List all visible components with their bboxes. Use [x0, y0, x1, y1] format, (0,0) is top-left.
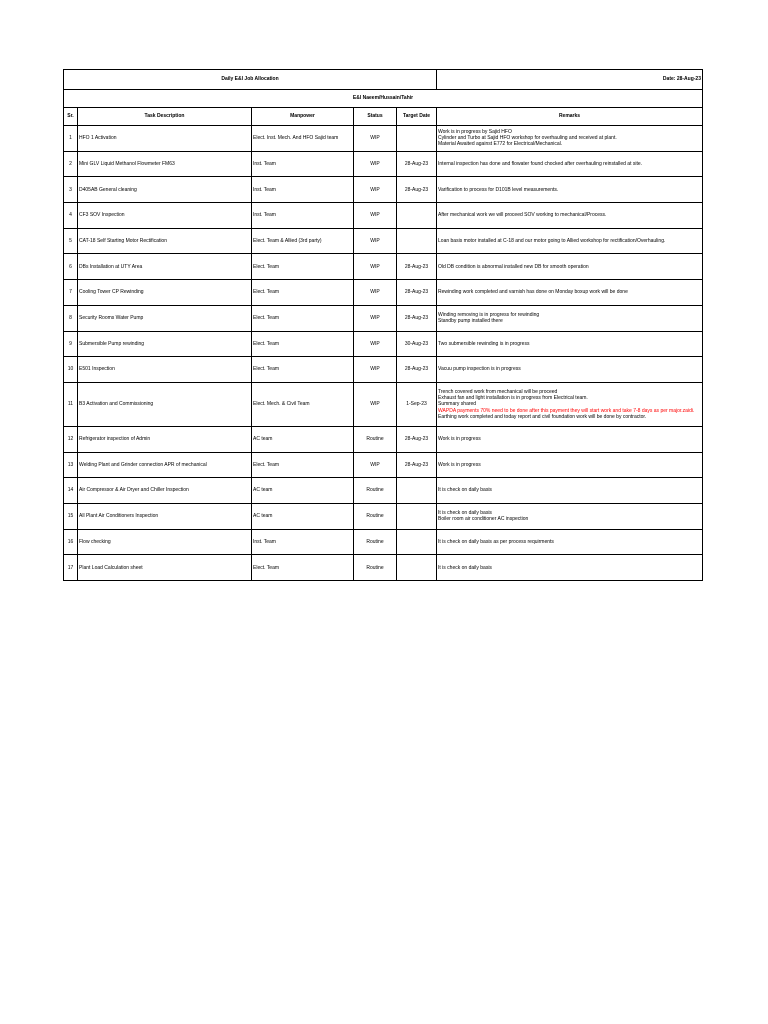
- task-cell: Air Compressor & Air Dryer and Chiller Inspection: [78, 478, 252, 504]
- remarks-line: Boiler room air conditioner AC inspection: [438, 516, 529, 523]
- manpower-cell: Elect. Team: [252, 331, 354, 357]
- sr-cell: 11: [64, 382, 78, 426]
- manpower-cell: Inst. Team: [252, 529, 354, 555]
- target-date-cell: 28-Aug-23: [397, 452, 437, 478]
- sr-cell: 17: [64, 555, 78, 581]
- table-row: [64, 305, 703, 331]
- remarks-cell: [437, 555, 703, 581]
- col-header-task: Task Description: [78, 108, 252, 126]
- sr-cell: 4: [64, 203, 78, 229]
- status-cell: WIP: [354, 228, 397, 254]
- remarks-cell: [437, 503, 703, 529]
- sheet-date: Date: 28-Aug-23: [437, 70, 703, 90]
- status-cell: WIP: [354, 382, 397, 426]
- manpower-cell: Elect. Team: [252, 305, 354, 331]
- sr-cell: 1: [64, 126, 78, 152]
- sr-cell: 7: [64, 280, 78, 306]
- remarks-line: It is check on daily basis as per process requirments: [438, 538, 554, 545]
- remarks-line: Rewinding work completed and varnish has done on Monday boxup work will be done: [438, 289, 628, 296]
- remarks-line: Varification to process for D101B level measurements.: [438, 186, 559, 193]
- remarks-line: It is check on daily basis: [438, 564, 492, 571]
- table-row: [64, 177, 703, 203]
- manpower-cell: Elect. Team: [252, 555, 354, 581]
- status-cell: WIP: [354, 203, 397, 229]
- manpower-cell: Elect. Team: [252, 254, 354, 280]
- target-date-cell: 28-Aug-23: [397, 426, 437, 452]
- col-header-status: Status: [354, 108, 397, 126]
- manpower-cell: AC team: [252, 478, 354, 504]
- status-cell: WIP: [354, 254, 397, 280]
- task-cell: HFO 1 Activation: [78, 126, 252, 152]
- status-cell: WIP: [354, 452, 397, 478]
- remarks-cell: [437, 203, 703, 229]
- sheet-title: Daily E&I Job Allocation: [64, 70, 437, 90]
- table-row: [64, 126, 703, 152]
- target-date-cell: [397, 126, 437, 152]
- remarks-cell: [437, 151, 703, 177]
- task-cell: D405AB General cleaning: [78, 177, 252, 203]
- task-cell: Security Rooms Water Pump: [78, 305, 252, 331]
- task-cell: Submersible Pump rewinding: [78, 331, 252, 357]
- title-row: [64, 70, 703, 90]
- task-cell: E501 Inspection: [78, 357, 252, 383]
- sr-cell: 10: [64, 357, 78, 383]
- subtitle-row: [64, 90, 703, 108]
- task-cell: DBs Installation at UTY Area: [78, 254, 252, 280]
- remarks-cell: [437, 305, 703, 331]
- target-date-cell: 28-Aug-23: [397, 305, 437, 331]
- target-date-cell: 28-Aug-23: [397, 280, 437, 306]
- manpower-cell: Elect. Team & Allied (3rd party): [252, 228, 354, 254]
- sr-cell: 16: [64, 529, 78, 555]
- table-row: [64, 478, 703, 504]
- status-cell: WIP: [354, 280, 397, 306]
- sr-cell: 9: [64, 331, 78, 357]
- job-allocation-table: [63, 69, 703, 581]
- table-row: [64, 382, 703, 426]
- target-date-cell: 30-Aug-23: [397, 331, 437, 357]
- sr-cell: 8: [64, 305, 78, 331]
- task-cell: B3 Activation and Commissioning: [78, 382, 252, 426]
- target-date-cell: 1-Sep-23: [397, 382, 437, 426]
- status-cell: WIP: [354, 357, 397, 383]
- target-date-cell: [397, 228, 437, 254]
- remarks-line: It is check on daily basis: [438, 487, 492, 494]
- status-cell: WIP: [354, 177, 397, 203]
- remarks-line: Work is in progress: [438, 436, 481, 443]
- remarks-cell: [437, 331, 703, 357]
- remarks-line: Material Awaited against E772 for Electrical/Mechanical.: [438, 141, 563, 148]
- target-date-cell: 28-Aug-23: [397, 254, 437, 280]
- col-header-sr: Sr.: [64, 108, 78, 126]
- sr-cell: 14: [64, 478, 78, 504]
- manpower-cell: Elect. Team: [252, 452, 354, 478]
- table-row: [64, 529, 703, 555]
- status-cell: WIP: [354, 126, 397, 152]
- table-row: [64, 228, 703, 254]
- table-row: [64, 254, 703, 280]
- task-cell: Refrigerator inspection of Admin: [78, 426, 252, 452]
- remarks-line: Exhaust fan and light installation is in progress from Electrical team.: [438, 395, 588, 401]
- sr-cell: 15: [64, 503, 78, 529]
- manpower-cell: Inst. Team: [252, 151, 354, 177]
- task-cell: All Plant Air Conditioners Inspection: [78, 503, 252, 529]
- table-row: [64, 426, 703, 452]
- sr-cell: 13: [64, 452, 78, 478]
- task-cell: Cooling Tower CP Rewinding: [78, 280, 252, 306]
- table-row: [64, 452, 703, 478]
- target-date-cell: [397, 529, 437, 555]
- remarks-line: Summary shared: [438, 401, 477, 408]
- target-date-cell: 28-Aug-23: [397, 177, 437, 203]
- remarks-line: Two submersible rewinding is in progress: [438, 340, 530, 347]
- remarks-line: Winding removing is in progress for rewinding: [438, 311, 540, 318]
- manpower-cell: Inst. Team: [252, 203, 354, 229]
- remarks-cell: [437, 529, 703, 555]
- task-cell: Plant Load Calculation sheet: [78, 555, 252, 581]
- team-subtitle: E&I Naeem/Hussain/Tahir: [64, 90, 703, 108]
- table-row: [64, 555, 703, 581]
- table-row: [64, 331, 703, 357]
- task-cell: CF3 SOV Inspection: [78, 203, 252, 229]
- target-date-cell: [397, 203, 437, 229]
- remarks-line: Standby pump installed there: [438, 318, 503, 325]
- manpower-cell: Elect. Team: [252, 357, 354, 383]
- remarks-cell: [437, 177, 703, 203]
- remarks-line: Loan basis motor installed at C-18 and our motor going to Allied workshop for rectification/Overhauling.: [438, 237, 666, 244]
- remarks-line: Earthing work completed and today report and civil foundation work will be done by contractor.: [438, 413, 647, 420]
- status-cell: WIP: [354, 331, 397, 357]
- remarks-line: Work is in progress: [438, 461, 481, 468]
- remarks-cell: [437, 357, 703, 383]
- col-header-manpower: Manpower: [252, 108, 354, 126]
- sr-cell: 12: [64, 426, 78, 452]
- status-cell: Routine: [354, 555, 397, 581]
- task-cell: CAT-18 Self Starting Motor Rectification: [78, 228, 252, 254]
- sr-cell: 3: [64, 177, 78, 203]
- remarks-line: Cylinder and Turbo at Sajid HFO workshop for overhauling and received at plant.: [438, 135, 617, 142]
- remarks-line: Old DB condition is abnormal installed new DB for smooth operation: [438, 263, 589, 270]
- remarks-cell: [437, 426, 703, 452]
- remarks-cell: [437, 126, 703, 152]
- table-row: [64, 357, 703, 383]
- table-row: [64, 203, 703, 229]
- manpower-cell: AC team: [252, 503, 354, 529]
- remarks-line: Trench covered work from mechanical will be proceed: [438, 388, 558, 395]
- status-cell: Routine: [354, 478, 397, 504]
- col-header-target-date: Target Date: [397, 108, 437, 126]
- remarks-cell: [437, 254, 703, 280]
- remarks-cell: [437, 228, 703, 254]
- task-cell: Flow checking: [78, 529, 252, 555]
- target-date-cell: [397, 478, 437, 504]
- manpower-cell: Elect. Team: [252, 280, 354, 306]
- status-cell: Routine: [354, 529, 397, 555]
- remarks-cell: [437, 280, 703, 306]
- manpower-cell: Elect. Inst. Mech. And HFO Sajid team: [252, 126, 354, 152]
- status-cell: WIP: [354, 151, 397, 177]
- status-cell: WIP: [354, 305, 397, 331]
- task-cell: Welding Plant and Grinder connection APR of mechanical: [78, 452, 252, 478]
- manpower-cell: AC team: [252, 426, 354, 452]
- status-cell: Routine: [354, 426, 397, 452]
- task-cell: Mini GLV Liquid Methanol Flowmeter FM63: [78, 151, 252, 177]
- sr-cell: 2: [64, 151, 78, 177]
- table-row: [64, 151, 703, 177]
- remarks-line: Internal inspection has done and flowater found chocked after overhauling reinstalled at site.: [438, 160, 643, 167]
- remarks-line: WAPDA payments 70% need to be done after this payment they will start work and take 7-8 days as per major.zaidi.: [438, 407, 695, 414]
- target-date-cell: 28-Aug-23: [397, 357, 437, 383]
- col-header-remarks: Remarks: [437, 108, 703, 126]
- remarks-line: Vacuu pump inspection is in progress: [438, 366, 521, 373]
- remarks-cell: [437, 452, 703, 478]
- remarks-line: It is check on daily basis: [438, 510, 492, 517]
- remarks-cell: [437, 382, 703, 426]
- sr-cell: 5: [64, 228, 78, 254]
- target-date-cell: [397, 555, 437, 581]
- remarks-line: After mechanical work we will proceed SOV working to mechanical/Process.: [438, 212, 607, 219]
- status-cell: Routine: [354, 503, 397, 529]
- table-row: [64, 503, 703, 529]
- sr-cell: 6: [64, 254, 78, 280]
- manpower-cell: Elect. Mech. & Civil Team: [252, 382, 354, 426]
- column-header-row: [64, 108, 703, 126]
- target-date-cell: [397, 503, 437, 529]
- table-row: [64, 280, 703, 306]
- remarks-cell: [437, 478, 703, 504]
- target-date-cell: 28-Aug-23: [397, 151, 437, 177]
- manpower-cell: Inst. Team: [252, 177, 354, 203]
- remarks-line: Work is in progress by Sajid HFO: [438, 128, 512, 135]
